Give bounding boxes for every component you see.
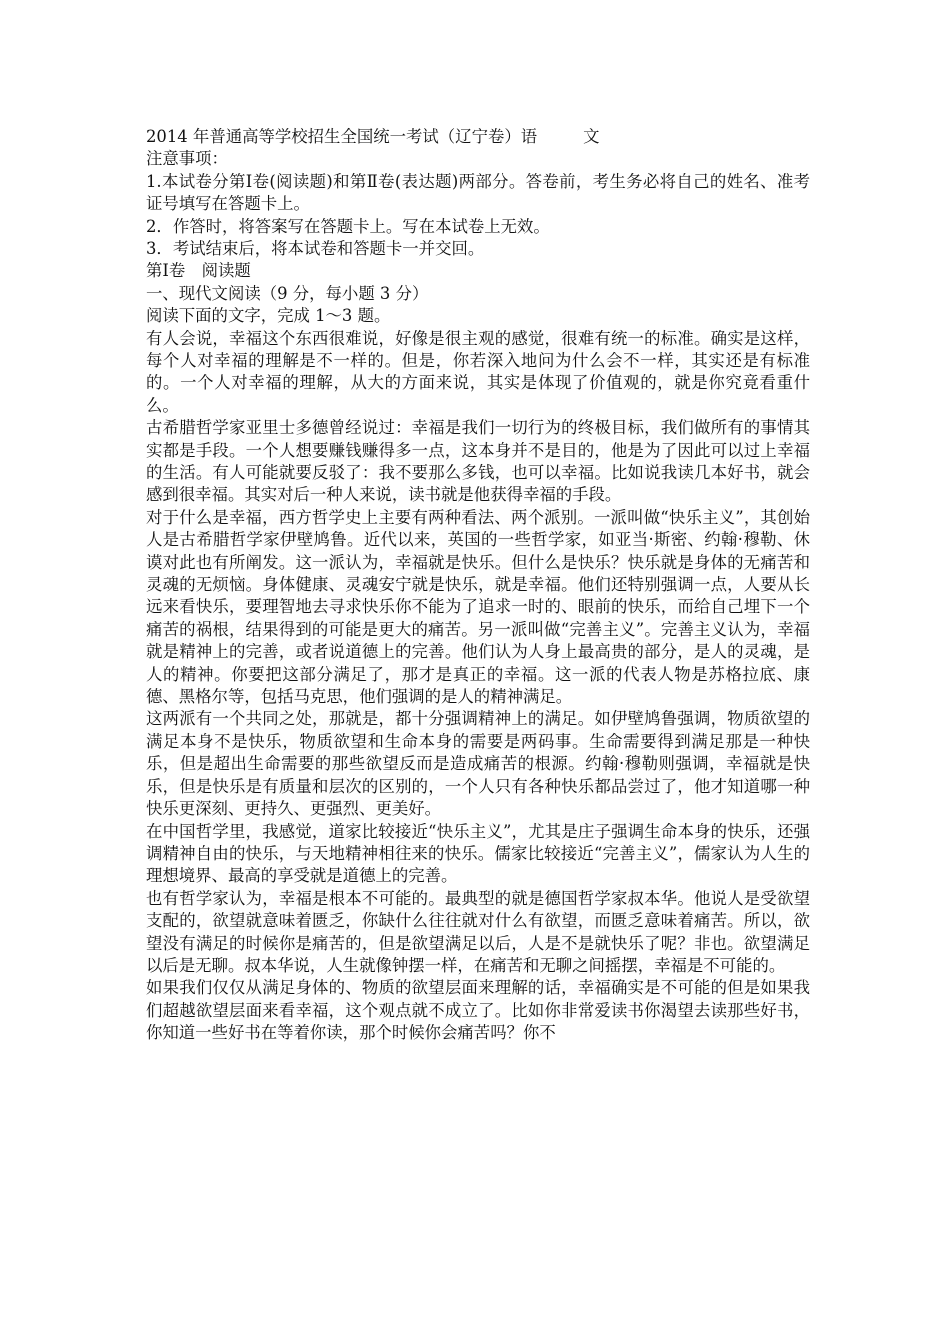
passage-paragraph-7: 如果我们仅仅从满足身体的、物质的欲望层面来理解的话，幸福确实是不可能的但是如果我们超越欲望层面来看幸福，这个观点就不成立了。比如你非常爱读书你渴望去读那些好书，你知道一些好书在等着你读，那个时候你会痛苦吗？你不 <box>146 978 810 1043</box>
passage-paragraph-1: 有人会说，幸福这个东西很难说，好像是很主观的感觉，很难有统一的标准。确实是这样，每个人对幸福的理解是不一样的。但是，你若深入地问为什么会不一样，其实还是有标准的。一个人对幸福的理解，从大的方面来说，其实是体现了价值观的，就是你究竟看重什么。 <box>146 328 810 415</box>
exam-title-main: 2014 年普通高等学校招生全国统一考试（辽宁卷）语 <box>146 127 538 146</box>
passage-paragraph-3: 对于什么是幸福，西方哲学史上主要有两种看法、两个派别。一派叫做“快乐主义”，其创始人是古希腊哲学家伊壁鸠鲁。近代以来，英国的一些哲学家，如亚当·斯密、约翰·穆勒、休谟对此也有所阐发。这一派认为，幸福就是快乐。但什么是快乐？快乐就是身体的无痛苦和灵魂的无烦恼。身体健康、灵魂安宁就是快乐，就是幸福。他们还特别强调一点，人要从长远来看快乐，要理智地去寻求快乐你不能为了追求一时的、眼前的快乐，而给自己埋下一个痛苦的祸根，结果得到的可能是更大的痛苦。另一派叫做“完善主义”。完善主义认为，幸福就是精神上的完善，或者说道德上的完善。他们认为人身上最高贵的部分，是人的灵魂，是人的精神。你要把这部分满足了，那才是真正的幸福。这一派的代表人物是苏格拉底、康德、黑格尔等，包括马克思，他们强调的是人的精神满足。 <box>146 507 810 707</box>
notice-heading: 注意事项： <box>146 149 228 169</box>
exam-title <box>146 126 810 148</box>
notice-item-3: 3．考试结束后，将本试卷和答题卡一并交回。 <box>146 239 485 258</box>
passage-paragraph-2: 古希腊哲学家亚里士多德曾经说过：幸福是我们一切行为的终极目标，我们做所有的事情其实都是手段。一个人想要赚钱赚得多一点，这本身并不是目的，他是为了因此可以过上幸福的生活。有人可能就要反驳了：我不要那么多钱，也可以幸福。比如说我读几本好书，就会感到很幸福。其实对后一种人来说，读书就是他获得幸福的手段。 <box>146 418 810 505</box>
reading-instruction: 阅读下面的文字，完成 1～3 题。 <box>146 306 391 326</box>
notice-item-1: 1.本试卷分第Ⅰ卷(阅读题)和第Ⅱ卷(表达题)两部分。答卷前，考生务必将自己的姓名、准考证号填写在答题卡上。 <box>146 171 810 214</box>
passage-paragraph-4: 这两派有一个共同之处，那就是，都十分强调精神上的满足。如伊壁鸠鲁强调，物质欲望的满足本身不是快乐，物质欲望和生命本身的需要是两码事。生命需要得到满足那是一种快乐，但是超出生命需要的那些欲望反而是造成痛苦的根源。约翰·穆勒则强调，幸福就是快乐，但是快乐是有质量和层次的区别的，一个人只有各种快乐都品尝过了，他才知道哪一种快乐更深刻、更持久、更强烈、更美好。 <box>146 709 810 819</box>
subsection-heading: 一、现代文阅读（9 分，每小题 3 分） <box>146 283 429 303</box>
exam-page <box>146 126 810 1045</box>
section-heading: 第Ⅰ卷 阅读题 <box>146 261 251 281</box>
notice-item-2: 2．作答时，将答案写在答题卡上。写在本试卷上无效。 <box>146 216 550 236</box>
passage-paragraph-5: 在中国哲学里，我感觉，道家比较接近“快乐主义”，尤其是庄子强调生命本身的快乐，还强调精神自由的快乐，与天地精神相往来的快乐。儒家比较接近“完善主义”，儒家认为人生的理想境界、最高的享受就是道德上的完善。 <box>146 821 810 886</box>
passage-paragraph-6: 也有哲学家认为，幸福是根本不可能的。最典型的就是德国哲学家叔本华。他说人是受欲望支配的，欲望就意味着匮乏，你缺什么往往就对什么有欲望，而匮乏意味着痛苦。所以，欲望没有满足的时候你是痛苦的，但是欲望满足以后，人是不是就快乐了呢？非也。欲望满足以后是无聊。叔本华说，人生就像钟摆一样，在痛苦和无聊之间摇摆，幸福是不可能的。 <box>146 888 810 975</box>
exam-title-tail: 文 <box>583 127 600 146</box>
